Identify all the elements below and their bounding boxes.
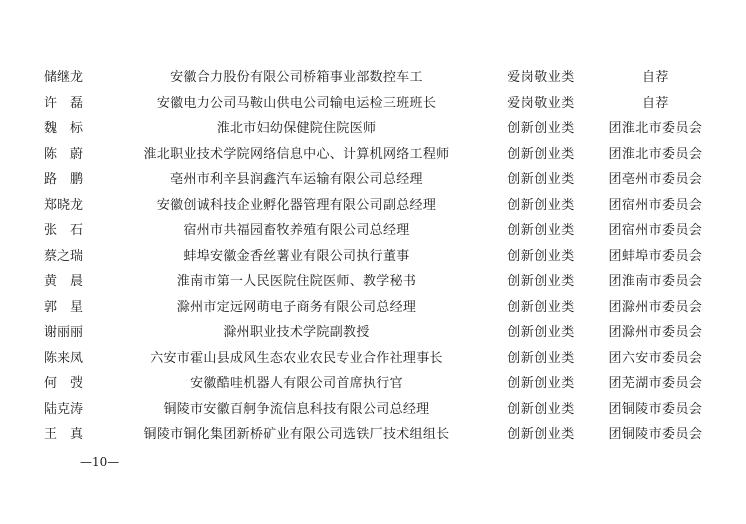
recommending-unit: 团芜湖市委员会 <box>608 376 703 392</box>
table-row <box>40 293 720 319</box>
table-row <box>40 344 720 370</box>
recommending-unit: 团淮北市委员会 <box>608 121 703 137</box>
award-category: 创新创业类 <box>507 274 575 290</box>
work-unit: 滁州市定远网萌电子商务有限公司总经理 <box>176 299 417 315</box>
table-row <box>40 63 720 89</box>
recommending-unit: 团亳州市委员会 <box>608 172 703 188</box>
nominee-table <box>40 63 720 446</box>
award-category: 创新创业类 <box>507 197 575 213</box>
award-category: 创新创业类 <box>507 299 575 315</box>
table-row <box>40 191 720 217</box>
recommending-unit: 团滁州市委员会 <box>608 325 703 341</box>
work-unit: 安徽创诚科技企业孵化器管理有限公司副总经理 <box>156 197 437 213</box>
award-category: 创新创业类 <box>507 223 575 239</box>
recommending-unit: 团滁州市委员会 <box>608 299 703 315</box>
table-row <box>40 216 720 242</box>
award-category: 创新创业类 <box>507 401 575 417</box>
award-category: 创新创业类 <box>507 172 575 188</box>
recommending-unit: 团宿州市委员会 <box>608 223 703 239</box>
award-category: 创新创业类 <box>507 121 575 137</box>
table-row <box>40 114 720 140</box>
award-category: 创新创业类 <box>507 427 575 443</box>
recommending-unit: 团铜陵市委员会 <box>608 401 703 417</box>
work-unit: 安徽电力公司马鞍山供电公司输电运检三班班长 <box>156 95 437 111</box>
work-unit: 蚌埠安徽金香丝薯业有限公司执行董事 <box>183 248 410 264</box>
work-unit: 淮北职业技术学院网络信息中心、计算机网络工程师 <box>143 146 450 162</box>
person-name: 王 真 <box>44 427 84 443</box>
person-name: 郑晓龙 <box>44 197 84 213</box>
person-name: 黄 晨 <box>44 274 84 290</box>
table-row <box>40 420 720 446</box>
person-name: 陈来凤 <box>44 350 84 366</box>
recommending-unit: 团蚌埠市委员会 <box>608 248 703 264</box>
person-name: 谢丽丽 <box>44 325 84 341</box>
work-unit: 安徽合力股份有限公司桥箱事业部数控车工 <box>170 70 423 86</box>
work-unit: 淮南市第一人民医院住院医师、教学秘书 <box>176 274 417 290</box>
work-unit: 铜陵市安徽百舸争流信息科技有限公司总经理 <box>163 401 430 417</box>
recommending-unit: 团铜陵市委员会 <box>608 427 703 443</box>
work-unit: 宿州市共福园畜牧养殖有限公司总经理 <box>183 223 410 239</box>
work-unit: 滁州职业技术学院副教授 <box>223 325 370 341</box>
person-name: 魏 标 <box>44 121 84 137</box>
recommending-unit: 团宿州市委员会 <box>608 197 703 213</box>
recommending-unit: 团淮南市委员会 <box>608 274 703 290</box>
table-row <box>40 165 720 191</box>
table-row <box>40 242 720 268</box>
award-category: 创新创业类 <box>507 146 575 162</box>
table-row <box>40 318 720 344</box>
person-name: 储继龙 <box>44 70 84 86</box>
table-row <box>40 395 720 421</box>
work-unit: 淮北市妇幼保健院住院医师 <box>216 121 377 137</box>
recommending-unit: 团淮北市委员会 <box>608 146 703 162</box>
award-category: 创新创业类 <box>507 350 575 366</box>
person-name: 张 石 <box>44 223 84 239</box>
work-unit: 六安市霍山县成风生态农业农民专业合作社理事长 <box>150 350 443 366</box>
person-name: 陈 蔚 <box>44 146 84 162</box>
person-name: 陆克涛 <box>44 401 84 417</box>
person-name: 蔡之瑞 <box>44 248 84 264</box>
recommending-unit: 团六安市委员会 <box>608 350 703 366</box>
page-number: —10— <box>80 455 120 469</box>
award-category: 爱岗敬业类 <box>507 95 575 111</box>
work-unit: 安徽酷哇机器人有限公司首席执行官 <box>190 376 403 392</box>
work-unit: 亳州市利辛县润鑫汽车运输有限公司总经理 <box>170 172 423 188</box>
award-category: 创新创业类 <box>507 325 575 341</box>
table-row <box>40 369 720 395</box>
recommending-unit: 自荐 <box>641 70 669 86</box>
award-category: 创新创业类 <box>507 376 575 392</box>
person-name: 郭 星 <box>44 299 84 315</box>
person-name: 何 弢 <box>44 376 84 392</box>
work-unit: 铜陵市铜化集团新桥矿业有限公司选铁厂技术组组长 <box>143 427 450 443</box>
person-name: 路 鹏 <box>44 172 84 188</box>
award-category: 创新创业类 <box>507 248 575 264</box>
award-category: 爱岗敬业类 <box>507 70 575 86</box>
table-row <box>40 140 720 166</box>
table-row <box>40 89 720 115</box>
table-row <box>40 267 720 293</box>
person-name: 许 磊 <box>44 95 84 111</box>
recommending-unit: 自荐 <box>641 95 669 111</box>
